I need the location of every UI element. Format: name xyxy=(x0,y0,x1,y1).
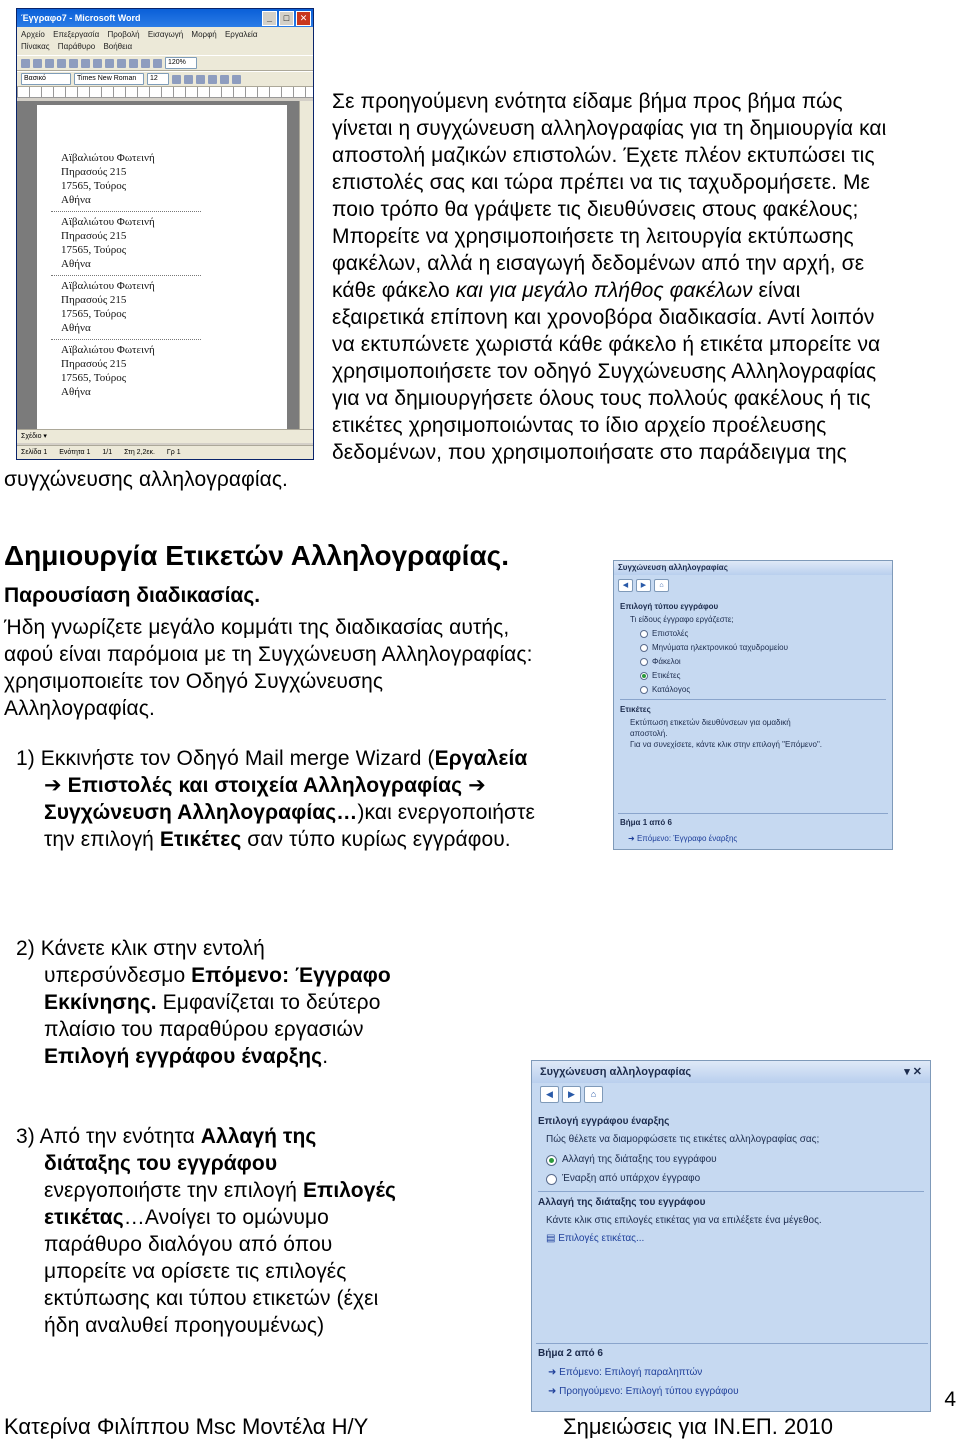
previous-link[interactable]: ➜ Προηγούμενο: Επιλογή τύπου εγγράφου xyxy=(548,1386,739,1397)
menu-item[interactable]: Αρχείο xyxy=(21,30,45,39)
word-window-screenshot xyxy=(16,8,314,460)
label-separator xyxy=(51,211,201,212)
home-icon[interactable]: ⌂ xyxy=(584,1086,603,1103)
pane-step-label: Βήμα 2 από 6 xyxy=(538,1348,603,1359)
pane-toolbar xyxy=(540,1086,603,1103)
save-icon[interactable] xyxy=(45,59,54,68)
preview-icon[interactable] xyxy=(69,59,78,68)
pane-toolbar xyxy=(618,579,669,592)
back-icon[interactable]: ◀ xyxy=(540,1086,559,1103)
home-icon[interactable]: ⌂ xyxy=(654,579,669,592)
close-icon[interactable]: ✕ xyxy=(296,11,311,26)
menu-item[interactable]: Εισαγωγή xyxy=(147,30,184,39)
status-section: Ενότητα 1 xyxy=(59,449,91,456)
pane-description: Κάντε κλικ στις επιλογές ετικέτας για να επιλέξετε ένα μέγεθος. xyxy=(546,1215,822,1226)
standard-toolbar xyxy=(17,55,313,71)
pane-section-title: Επιλογή τύπου εγγράφου xyxy=(620,602,719,611)
option-envelopes[interactable]: Φάκελοι xyxy=(640,656,886,667)
maximize-icon[interactable]: □ xyxy=(279,11,294,26)
label-separator xyxy=(51,339,201,340)
underline-icon[interactable] xyxy=(196,75,205,84)
arrow-right-icon: ➜ xyxy=(548,1367,557,1378)
option-email[interactable]: Μηνύματα ηλεκτρονικού ταχυδρομείου xyxy=(640,642,886,653)
redo-icon[interactable] xyxy=(141,59,150,68)
list-icon[interactable] xyxy=(220,75,229,84)
table-icon[interactable] xyxy=(153,59,162,68)
pane-title: Συγχώνευση αλληλογραφίας ▾ ✕ xyxy=(532,1061,930,1083)
font-box[interactable]: Times New Roman xyxy=(74,73,144,85)
bold-icon[interactable] xyxy=(172,75,181,84)
open-icon[interactable] xyxy=(33,59,42,68)
size-box[interactable]: 12 xyxy=(147,73,169,85)
drawing-toolbar: Σχέδιο ▾ xyxy=(17,429,314,443)
mail-merge-pane-step-2 xyxy=(531,1060,931,1412)
pane-description: Εκτύπωση ετικετών διευθύνσεων για ομαδική αποστολή. Για να συνεχίσετε, κάντε κλικ στην επιλογή "Επόμενο". xyxy=(630,718,823,749)
word-title: Έγγραφο7 - Microsoft Word xyxy=(21,13,141,23)
pane-close-icon[interactable]: ▾ ✕ xyxy=(904,1066,922,1078)
status-page: Σελίδα 1 xyxy=(21,449,48,456)
option-change-layout[interactable]: Αλλαγή της διάταξης του εγγράφου xyxy=(546,1153,924,1167)
address-label: Αϊβαλιώτου Φωτεινή Πηρασούς 215 17565, Τούρος Αθήνα xyxy=(61,152,155,206)
document-page xyxy=(37,105,287,439)
pane-step-label: Βήμα 1 από 6 xyxy=(620,818,672,827)
step-1: 1) Εκκινήστε τον Οδηγό Mail merge Wizard (Εργαλεία ➔ Επιστολές και στοιχεία Αλληλογραφίας ➔ Συγχώνευση Αλληλογραφίας…)και ενεργοποιήστε την επιλογή Ετικέτες σαν τύπο κυρίως εγγράφου. xyxy=(16,747,535,851)
pane-section-title: Ετικέτες xyxy=(620,705,651,714)
intro-continuation: συγχώνευσης αλληλογραφίας. xyxy=(4,468,288,491)
vertical-scrollbar[interactable] xyxy=(299,101,313,439)
page-number: 4 xyxy=(944,1388,956,1411)
pane-section-title: Επιλογή εγγράφου έναρξης xyxy=(538,1116,670,1127)
new-doc-icon[interactable] xyxy=(21,59,30,68)
option-letters[interactable]: Επιστολές xyxy=(640,628,886,639)
minimize-icon[interactable]: _ xyxy=(262,11,277,26)
status-bar xyxy=(17,445,314,460)
next-link[interactable]: ➜ Επόμενο: Επιλογή παραληπτών xyxy=(548,1367,703,1378)
copy-icon[interactable] xyxy=(105,59,114,68)
address-label: Αϊβαλιώτου Φωτεινή Πηρασούς 215 17565, Τούρος Αθήνα xyxy=(61,216,155,270)
print-icon[interactable] xyxy=(57,59,66,68)
align-icon[interactable] xyxy=(208,75,217,84)
italic-icon[interactable] xyxy=(184,75,193,84)
menu-item[interactable]: Παράθυρο xyxy=(57,42,96,51)
word-menu-bar xyxy=(17,27,313,55)
label-options-icon: ▤ xyxy=(546,1233,556,1244)
horizontal-ruler xyxy=(17,87,313,98)
section-paragraph: Ήδη γνωρίζετε μεγάλο κομμάτι της διαδικασίας αυτής, αφού είναι παρόμοια με τη Συγχώνευση Αλληλογραφίας: χρησιμοποιείτε τον Οδηγό Συγχώνευσης Αλληλογραφίας. xyxy=(4,616,533,720)
step-3: 3) Από την ενότητα Αλλαγή της διάταξης του εγγράφου ενεργοποιήστε την επιλογή Επιλογές ετικέτας…Ανοίγει το ομώνυμο παράθυρο διαλόγου από όπου μπορείτε να ορίσετε τις επιλογές εκτύπωσης και τύπου ετικετών (έχει ήδη αναλυθεί προηγουμένως) xyxy=(16,1125,397,1337)
cut-icon[interactable] xyxy=(93,59,102,68)
status-line: Γρ 1 xyxy=(166,449,181,456)
footer-author: Κατερίνα Φιλίππου Msc Μοντέλα Η/Υ xyxy=(4,1414,369,1439)
indent-icon[interactable] xyxy=(232,75,241,84)
next-link[interactable]: ➜ Επόμενο: Έγγραφο έναρξης xyxy=(628,834,738,843)
pane-section-title: Αλλαγή της διάταξης του εγγράφου xyxy=(538,1197,706,1208)
menu-item[interactable]: Μορφή xyxy=(191,30,217,39)
formatting-toolbar xyxy=(17,71,313,87)
paste-icon[interactable] xyxy=(117,59,126,68)
spelling-icon[interactable] xyxy=(81,59,90,68)
menu-item[interactable]: Πίνακας xyxy=(21,42,50,51)
address-label: Αϊβαλιώτου Φωτεινή Πηρασούς 215 17565, Τούρος Αθήνα xyxy=(61,280,155,334)
word-title-bar xyxy=(17,9,313,27)
arrow-left-icon: ➜ xyxy=(548,1386,557,1397)
step-2: 2) Κάνετε κλικ στην εντολή υπερσύνδεσμο Επόμενο: Έγγραφο Εκκίνησης. Εμφανίζεται το δεύτερο πλαίσιο του παραθύρου εργασιών Επιλογή εγγράφου έναρξης. xyxy=(16,937,391,1068)
option-labels[interactable]: Ετικέτες xyxy=(640,670,886,681)
mail-merge-pane-step-1 xyxy=(613,560,893,850)
address-label: Αϊβαλιώτου Φωτεινή Πηρασούς 215 17565, Τούρος Αθήνα xyxy=(61,344,155,398)
forward-icon[interactable]: ▶ xyxy=(636,579,651,592)
pane-title: Συγχώνευση αλληλογραφίας xyxy=(614,561,892,575)
status-pages: 1/1 xyxy=(102,449,113,456)
status-position: Στη 2,2εκ. xyxy=(124,449,155,456)
menu-item[interactable]: Εργαλεία xyxy=(224,30,258,39)
draw-menu[interactable]: Σχέδιο xyxy=(21,433,42,440)
menu-item[interactable]: Επεξεργασία xyxy=(53,30,100,39)
menu-item[interactable]: Βοήθεια xyxy=(103,42,133,51)
undo-icon[interactable] xyxy=(129,59,138,68)
zoom-box[interactable]: 120% xyxy=(165,57,197,69)
option-existing-document[interactable]: Έναρξη από υπάρχον έγγραφο xyxy=(546,1172,924,1186)
option-directory[interactable]: Κατάλογος xyxy=(640,684,886,695)
pane-question: Πώς θέλετε να διαμορφώσετε τις ετικέτες αλληλογραφίας σας; xyxy=(546,1134,820,1145)
label-options-link[interactable]: ▤ Επιλογές ετικέτας... xyxy=(546,1233,645,1244)
document-area xyxy=(17,101,302,439)
label-separator xyxy=(51,275,201,276)
forward-icon[interactable]: ▶ xyxy=(562,1086,581,1103)
intro-paragraph: Σε προηγούμενη ενότητα είδαμε βήμα προς βήμα πώς γίνεται η συγχώνευση αλληλογραφίας για τη δημιουργία και αποστολή μαζικών επιστολών. Έχετε πλέον εκτυπώσει τις επιστολές σας και τώρα πρέπει να τις ταχυδρομήσετε. Με ποιο τρόπο θα γράψετε τις διευθύνσεις στους φακέλους; Μπορείτε να χρησιμοποιήσετε τη λειτουργία εκτύπωσης φακέλων, αλλά η εισαγωγή δεδομένων από την αρχή, σε κάθε φάκελο και για μεγάλο πλήθος φακέλων είναι εξαιρετικά επίπονη και χρονοβόρα διαδικασία. Αντί λοιπόν να εκτυπώνετε χωριστά κάθε φάκελο ή ετικέτα μπορείτε να χρησιμοποιήσετε τον οδηγό Συγχώνευσης Αλληλογραφίας για να δημιουργήσετε όλους τους πολλούς φακέλους ή τις ετικέτες χρησιμοποιώντας το ίδιο αρχείο προέλευσης δεδομένων, που χρησιμοποιήσατε στο παράδειγμα της xyxy=(332,90,887,464)
section-subheading: Παρουσίαση διαδικασίας. xyxy=(4,584,261,607)
back-icon[interactable]: ◀ xyxy=(618,579,633,592)
style-box[interactable]: Βασικό xyxy=(21,73,71,85)
footer-title: Σημειώσεις για ΙΝ.ΕΠ. 2010 xyxy=(563,1414,833,1439)
arrow-right-icon: ➜ xyxy=(628,834,635,843)
pane-question: Τι είδους έγγραφο εργάζεστε; xyxy=(630,615,734,624)
section-heading: Δημιουργία Ετικετών Αλληλογραφίας. xyxy=(4,540,510,571)
menu-item[interactable]: Προβολή xyxy=(107,30,140,39)
